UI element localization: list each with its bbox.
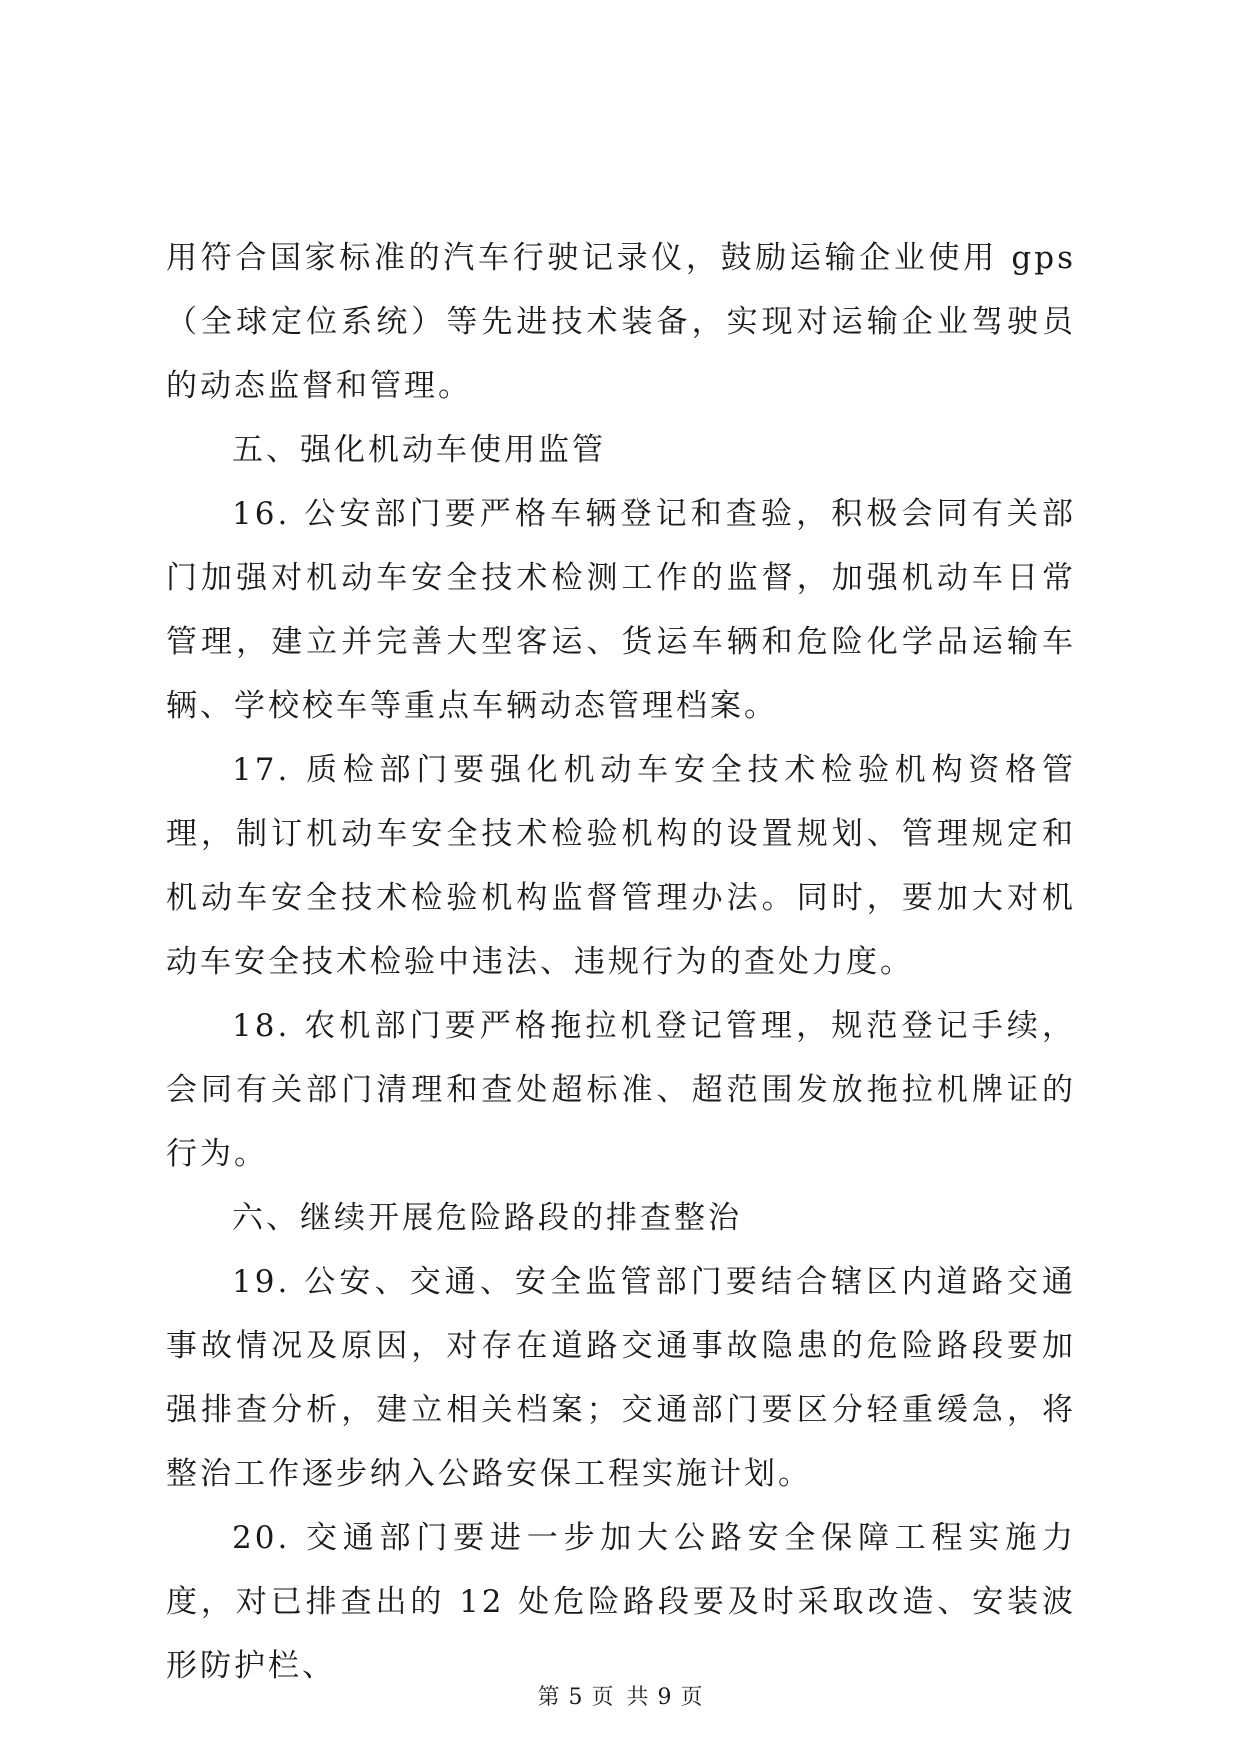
paragraph-item-17: 17. 质检部门要强化机动车安全技术检验机构资格管理，制订机动车安全技术检验机构的设置规划、管理规定和机动车安全技术检验机构监督管理办法。同时，要加大对机动车安全技术检验中违法、违规行为的查处力度。	[166, 752, 1076, 980]
page-number-total: 共 9 页	[626, 1685, 704, 1710]
page-footer	[0, 1680, 1241, 1711]
paragraph-item-16: 16. 公安部门要严格车辆登记和查验，积极会同有关部门加强对机动车安全技术检测工作的监督，加强机动车日常管理，建立并完善大型客运、货运车辆和危险化学品运输车辆、学校校车等重点车辆动态管理档案。	[166, 496, 1076, 724]
section-heading-6: 六、继续开展危险路段的排查整治	[232, 1200, 742, 1236]
paragraph-item-19: 19. 公安、交通、安全监管部门要结合辖区内道路交通事故情况及原因，对存在道路交通事故隐患的危险路段要加强排查分析，建立相关档案；交通部门要区分轻重缓急，将整治工作逐步纳入公路安保工程实施计划。	[166, 1264, 1076, 1492]
section-heading-5: 五、强化机动车使用监管	[232, 432, 606, 468]
paragraph-continuation: 用符合国家标准的汽车行驶记录仪，鼓励运输企业使用 gps（全球定位系统）等先进技术装备，实现对运输企业驾驶员的动态监督和管理。	[166, 240, 1076, 404]
paragraph-item-20: 20. 交通部门要进一步加大公路安全保障工程实施力度，对已排查出的 12 处危险路段要及时采取改造、安装波形防护栏、	[166, 1520, 1076, 1684]
document-body	[166, 226, 1076, 1698]
paragraph-item-18: 18. 农机部门要严格拖拉机登记管理，规范登记手续，会同有关部门清理和查处超标准、超范围发放拖拉机牌证的行为。	[166, 1008, 1076, 1172]
page-number-current: 第 5 页	[537, 1685, 615, 1710]
